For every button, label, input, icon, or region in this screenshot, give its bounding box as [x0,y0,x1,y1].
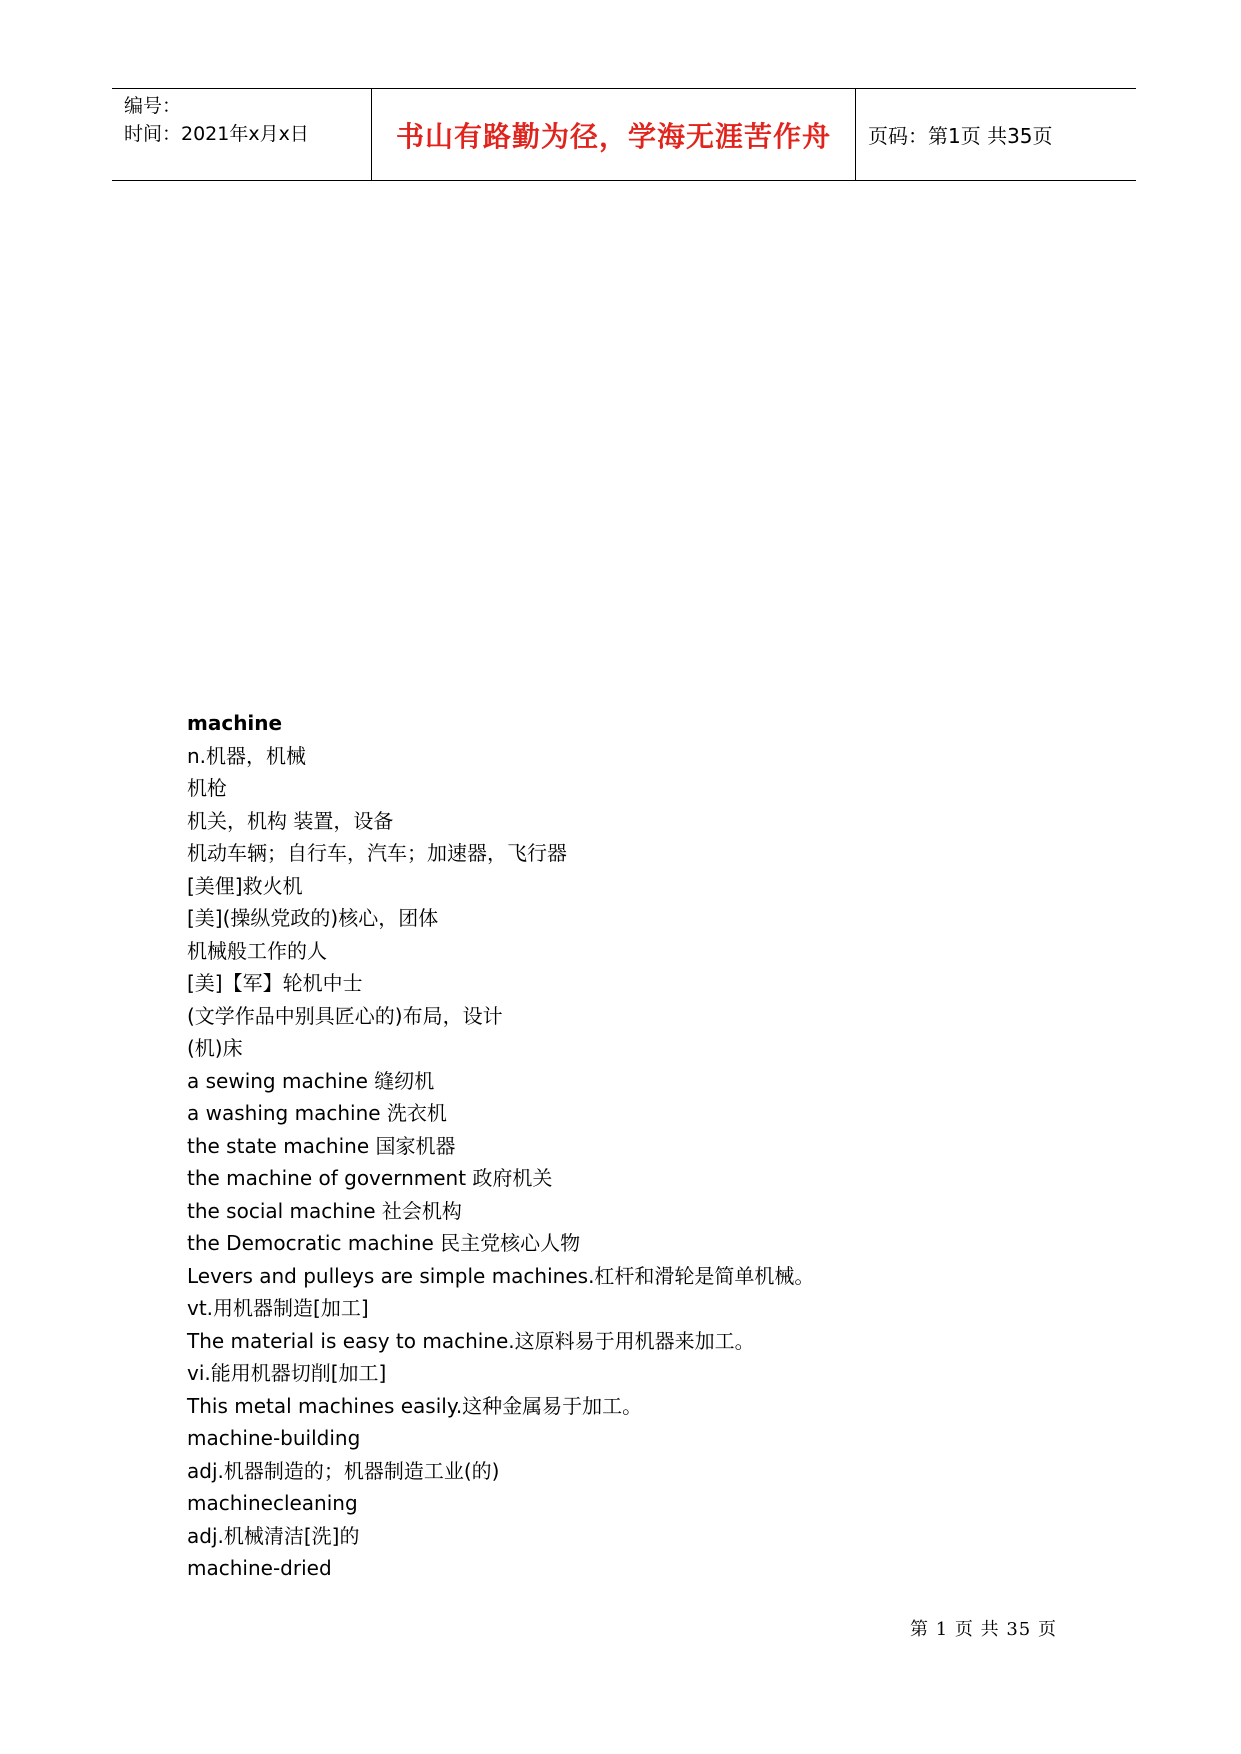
header-page-cell [856,89,1136,180]
date-label: 时间：2021年x月x日 [124,123,309,145]
entry-line: (机)床 [187,1036,243,1060]
example-line: the state machine 国家机器 [187,1133,456,1158]
dictionary-entry [187,707,1087,1585]
entry-line: adj.机械清洁[洗]的 [187,1523,360,1548]
example-line: Levers and pulleys are simple machines.杠杆和滑轮是简单机械。 [187,1263,815,1288]
page-info: 页码：第1页 共35页 [868,124,1053,148]
page-footer: 第 1 页 共 35 页 [910,1619,1057,1640]
example-line: a sewing machine 缝纫机 [187,1068,435,1093]
header-motto-cell [372,89,856,180]
number-label: 编号： [124,95,182,117]
example-line: the Democratic machine 民主党核心人物 [187,1231,581,1255]
entry-line: 机枪 [187,776,227,800]
derived-word: machine-building [187,1426,361,1450]
entry-line: adj.机器制造的；机器制造工业(的) [187,1458,500,1483]
derived-word: machine-dried [187,1556,332,1580]
entry-line: [美俚]救火机 [187,873,303,898]
example-line: a washing machine 洗衣机 [187,1101,447,1125]
example-line: the machine of government 政府机关 [187,1166,553,1190]
entry-line: 机械般工作的人 [187,938,327,963]
page-header [112,88,1136,181]
example-line: This metal machines easily.这种金属易于加工。 [187,1393,643,1418]
motto-text: 书山有路勤为径，学海无涯苦作舟 [395,119,831,153]
headword: machine [187,711,283,735]
derived-word: machinecleaning [187,1491,358,1515]
entry-line: 机动车辆；自行车，汽车；加速器，飞行器 [187,841,567,865]
header-meta-cell [112,89,372,180]
entry-line: [美]【军】轮机中士 [187,971,363,995]
entry-line: 机关，机构 装置，设备 [187,808,394,833]
entry-line: vt.用机器制造[加工] [187,1296,369,1320]
example-line: The material is easy to machine.这原料易于用机器来加工。 [187,1328,755,1353]
entry-line: vi.能用机器切削[加工] [187,1361,387,1385]
entry-line: (文学作品中别具匠心的)布局，设计 [187,1003,503,1028]
entry-line: n.机器，机械 [187,743,307,768]
example-line: the social machine 社会机构 [187,1198,462,1223]
entry-line: [美](操纵党政的)核心，团体 [187,906,439,930]
